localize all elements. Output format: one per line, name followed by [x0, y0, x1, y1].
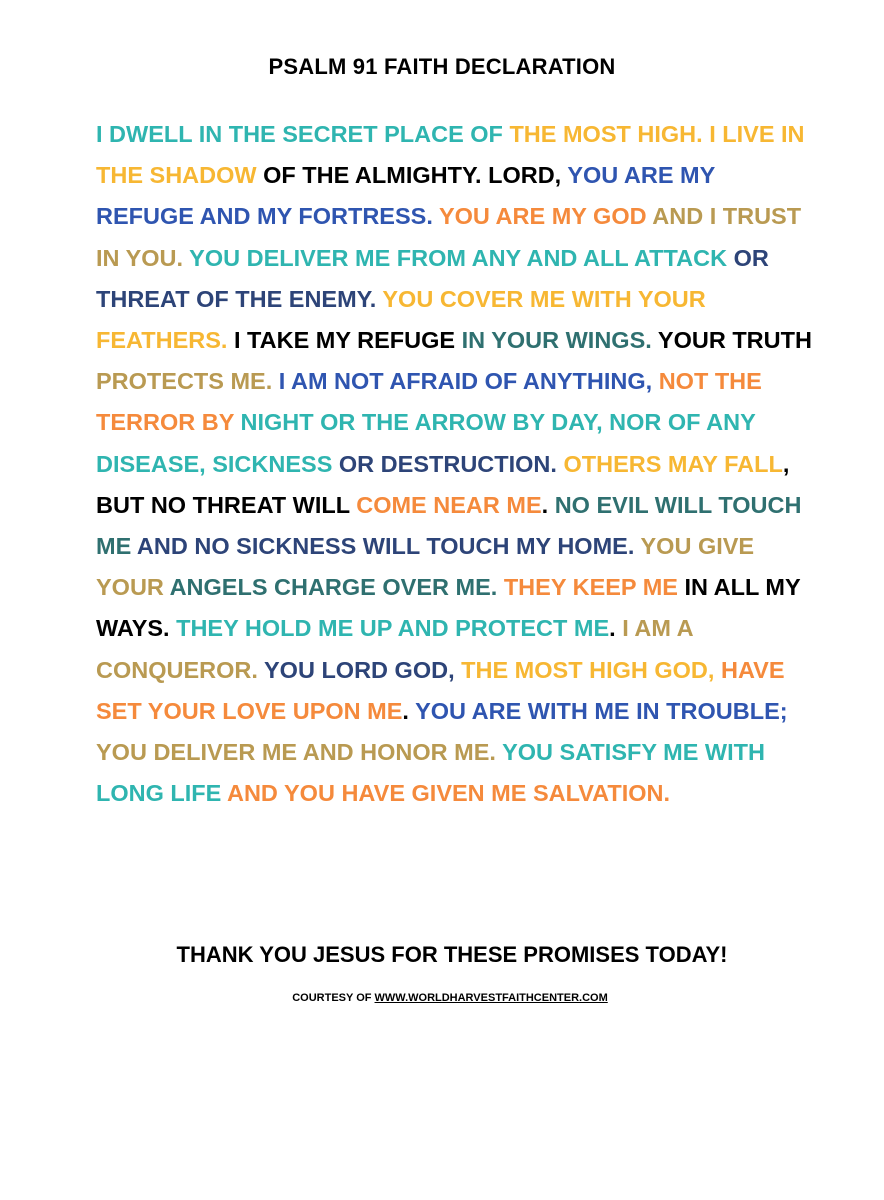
- declaration-segment: YOU ARE WITH ME IN TROUBLE;: [415, 697, 788, 724]
- declaration-segment: YOU SATISFY ME WITH LONG LIFE: [96, 739, 765, 807]
- declaration-segment: HAVE SET YOUR LOVE UPON ME: [96, 656, 785, 724]
- website-link[interactable]: WWW.WORLDHARVESTFAITHCENTER.COM: [374, 992, 608, 1004]
- declaration-segment: YOU COVER ME WITH YOUR FEATHERS.: [96, 285, 706, 354]
- declaration-segment: .: [402, 697, 416, 724]
- declaration-segment: AND I TRUST IN YOU.: [96, 203, 802, 271]
- declaration-segment: OR THREAT OF THE ENEMY.: [96, 244, 769, 312]
- courtesy-line: [0, 992, 884, 1004]
- declaration-segment: I AM NOT AFRAID OF ANYTHING,: [278, 368, 659, 395]
- declaration-segment: I AM A CONQUEROR.: [96, 615, 693, 683]
- declaration-text: [96, 114, 816, 814]
- declaration-segment: YOUR TRUTH: [657, 327, 812, 354]
- declaration-segment: COME NEAR ME: [356, 491, 542, 518]
- declaration-segment: YOU DELIVER ME AND HONOR ME.: [96, 739, 503, 766]
- declaration-segment: IN YOUR WINGS.: [461, 327, 658, 354]
- declaration-segment: OF THE ALMIGHTY. LORD,: [263, 162, 568, 189]
- declaration-segment: .: [609, 615, 623, 642]
- declaration-segment: YOU LORD GOD,: [264, 656, 462, 683]
- courtesy-prefix: COURTESY OF: [292, 992, 375, 1004]
- declaration-segment: THE MOST HIGH GOD,: [461, 656, 721, 683]
- page-title: PSALM 91 FAITH DECLARATION: [268, 54, 616, 79]
- declaration-segment: .: [541, 491, 555, 518]
- declaration-segment: OR DESTRUCTION.: [338, 450, 564, 477]
- declaration-segment: NOT THE TERROR BY: [96, 368, 762, 436]
- declaration-segment: I DWELL IN THE SECRET PLACE OF: [96, 121, 510, 147]
- declaration-segment: NIGHT OR THE ARROW BY DAY, NOR OF ANY DISEASE, SICKNESS: [96, 409, 756, 477]
- declaration-segment: I TAKE MY REFUGE: [233, 327, 462, 354]
- declaration-segment: PROTECTS ME.: [96, 368, 279, 395]
- declaration-segment: AND NO SICKNESS WILL TOUCH MY HOME.: [136, 533, 641, 560]
- declaration-segment: , BUT NO THREAT WILL: [96, 450, 790, 518]
- declaration-segment: AND YOU HAVE GIVEN ME SALVATION.: [226, 780, 671, 807]
- declaration-segment: NO EVIL WILL TOUCH ME: [96, 491, 802, 560]
- declaration-segment: THE MOST HIGH. I LIVE IN THE SHADOW: [96, 121, 805, 189]
- declaration-segment: ANGELS CHARGE OVER ME.: [169, 574, 504, 601]
- declaration-segment: YOU ARE MY REFUGE AND MY FORTRESS.: [96, 162, 715, 230]
- declaration-segment: THEY HOLD ME UP AND PROTECT ME: [176, 615, 610, 642]
- declaration-segment: YOU ARE MY GOD: [438, 203, 653, 230]
- declaration-segment: THEY KEEP ME: [503, 574, 685, 601]
- declaration-segment: YOU DELIVER ME FROM ANY AND ALL ATTACK: [189, 244, 734, 271]
- closing-statement: THANK YOU JESUS FOR THESE PROMISES TODAY!: [176, 942, 728, 967]
- declaration-segment: YOU GIVE YOUR: [96, 533, 755, 601]
- declaration-segment: OTHERS MAY FALL: [563, 450, 783, 477]
- declaration-segment: IN ALL MY WAYS.: [96, 574, 801, 642]
